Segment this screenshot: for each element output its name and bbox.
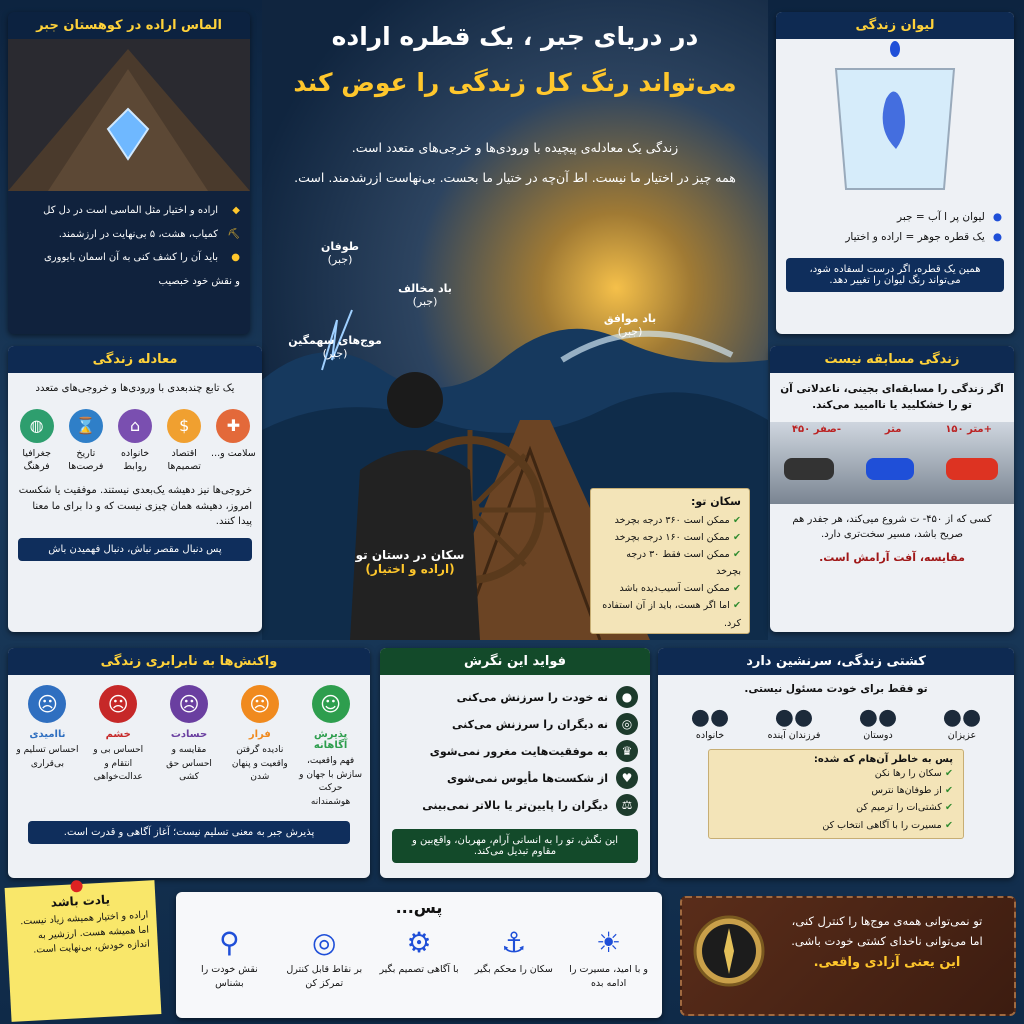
passengers-card: [658, 648, 1014, 878]
group-icon: ◎: [616, 713, 638, 735]
diamond-item: [18, 203, 240, 219]
scale-icon: ⚖: [616, 794, 638, 816]
reaction-item: [15, 685, 79, 809]
magnifier-icon: ⚲: [219, 926, 240, 959]
reaction-desc: نادیده گرفتن واقعیت و پنهان شدن: [231, 745, 288, 782]
so-title: پس...: [395, 898, 443, 917]
helm-note-title: سکان تو:: [691, 495, 741, 508]
passenger-note-item: ✔ مسیرت را با آگاهی انتخاب کن: [719, 817, 953, 834]
passenger-label: فرزندان آینده: [767, 730, 821, 742]
final-quote-card: [680, 896, 1016, 1016]
equation-item: [161, 409, 207, 474]
hero-title-2: می‌تواند رنگ کل زندگی را عوض کند: [293, 68, 737, 97]
envy-icon: ☹: [170, 685, 208, 723]
compass-icon: [692, 914, 766, 988]
glass-item: [788, 209, 1002, 225]
person-icon: ●: [616, 686, 638, 708]
equation-item: [14, 409, 60, 474]
final-line2: اما می‌توانی ناخدای کشتی خودت باشی.: [791, 933, 983, 948]
passengers-note: [708, 749, 964, 838]
so-item-label: و با امید، مسیرت را ادامه بده: [569, 964, 648, 990]
diamond-item: [18, 274, 240, 290]
benefit-item: [392, 686, 638, 708]
sticky-note: [5, 880, 162, 1022]
reaction-desc: احساس بی و انتقام و عدالت‌خواهی: [93, 745, 144, 782]
captain-with-wheel: [300, 360, 550, 640]
glass-note: همین یک قطره، اگر درست لسفاده شود، می‌تواند رنگ لیوان را تغییر دهد.: [786, 258, 1004, 292]
equation-title: معادله زندگی: [8, 346, 262, 373]
geography-icon: ◍: [20, 409, 54, 443]
label-helm: سکان در دستان تو (اراده و اختیار): [355, 548, 465, 576]
glass-title: لیوان زندگی: [776, 12, 1014, 39]
health-icon: ✚: [216, 409, 250, 443]
history-icon: ⌛: [69, 409, 103, 443]
label-storm: طوفان (جبر): [321, 240, 359, 266]
equation-item-label: سلامت و...: [211, 447, 256, 459]
passenger-label: خانواده: [695, 730, 725, 742]
glass-item: [788, 229, 1002, 245]
compare-footer: مقایسه، آفت آرامش است.: [819, 550, 965, 564]
race-road: [770, 422, 1014, 504]
reaction-item: [86, 685, 150, 809]
car-red: [946, 458, 998, 480]
so-item-label: بر نقاط قابل کنترل تمرکز کن: [286, 964, 363, 990]
equation-item-label: جغرافیا فرهنگ: [22, 447, 51, 472]
pin-icon: [70, 880, 83, 893]
benefit-text: دیگران را پایین‌تر یا بالاتر نمی‌بینی: [422, 798, 608, 812]
reactions-card: [8, 648, 370, 878]
reaction-desc: فهم واقعیت، سازش با جهان و حرکت هوشمندانه: [299, 756, 363, 807]
glass-card: [776, 12, 1014, 334]
passenger-label: عزیزان: [947, 730, 977, 742]
passenger-note-item: ✔ کشتی‌ات را ترمیم کن: [719, 799, 953, 816]
benefit-text: به موفقیت‌هایت مغرور نمی‌شوی: [429, 744, 608, 758]
passengers-note-title: پس به خاطر آن‌هام که شده:: [813, 754, 953, 766]
benefits-footer: این نگش، تو را به انسانی آرام، مهربان، واقع‌بین و مقاوم تبدیل می‌کند.: [392, 829, 638, 863]
helm-note-item: ✔ ممکن است آسیب‌دیده باشد: [599, 580, 741, 597]
diamond-item-text: و نقش خود خبصیب: [158, 275, 240, 287]
label-headwind: باد مخالف (جبر): [398, 282, 452, 308]
reaction-name: پذیرش آگاهانه: [313, 729, 348, 751]
reaction-item: [299, 685, 363, 809]
helm-note-item: ✔ ممکن است ۳۶۰ درجه بچرخد: [599, 512, 741, 529]
people-icon: ●●: [774, 705, 814, 731]
accept-icon: ☺: [312, 685, 350, 723]
reactions-footer: پذیرش جبر به معنی تسلیم نیست؛ آغاز آگاهی و قدرت است.: [28, 821, 350, 844]
diamond-item-text: باید آن را کشف کنی به آن اسمان بایووری: [43, 252, 218, 263]
equation-footer: پس دنبال مقصر نباش، دنبال فهمیدن باش: [18, 538, 252, 561]
diamond-item-text: اراده و اختیار مثل الماسی است در دل کل: [43, 205, 218, 216]
glass-item-text: لیوان پر ا آب = جبر: [897, 211, 985, 223]
compare-body: کسی که از ۴۵۰- ت شروع میی‌کند، هر جفدر هم صریح باشد، مسیر سخت‌تری دارد.: [792, 513, 992, 541]
reaction-name: ناامیدی: [29, 729, 66, 740]
passenger-label: دوستان: [863, 730, 893, 742]
reaction-item: [157, 685, 221, 809]
diamond-item: [18, 227, 240, 243]
anchor-icon: ⚓: [501, 926, 527, 959]
ink-drop-icon: ●: [992, 211, 1002, 223]
benefit-item: [392, 767, 638, 789]
benefit-item: [392, 794, 638, 816]
compare-card: [770, 346, 1014, 632]
reaction-desc: مقایسه و احساس حق کشی: [166, 745, 212, 782]
equation-item: [210, 409, 256, 474]
equation-item-label: خانواده روابط: [120, 447, 150, 472]
hero-subtitle-2: همه چیز در اختیار ما نیست. اط آن‌چه در ختیار ما بحست. بی‌نهاست ازرشدمند. است.: [294, 170, 736, 185]
benefit-text: نه دیگران را سرزنش می‌کنی: [451, 717, 608, 731]
diamond-icon: ◆: [232, 205, 240, 216]
equation-intro: یک تابع چندبعدی با ورودی‌ها و خروجی‌های متعدد: [35, 383, 235, 394]
reaction-name: حسادت: [170, 729, 208, 740]
equation-item: [112, 409, 158, 474]
ink-drop-icon: ●: [992, 231, 1002, 244]
passenger-group: [759, 705, 829, 741]
economy-icon: $: [167, 409, 201, 443]
despair-icon: ☹: [28, 685, 66, 723]
so-item: [282, 923, 366, 992]
so-item-label: نقش خودت را بشناس: [201, 964, 258, 990]
equation-body: خروجی‌ها نیز دهیشه یک‌بعدی نیستند. موفقیت یا شکست امروز، دهیشه همان چیزی نیست که و دا برای ما معنا پیدا کنند.: [18, 485, 252, 528]
mountain-diamond-illustration: [8, 39, 250, 191]
passengers-intro: تو فقط برای خودت مسئول نیستی.: [744, 683, 928, 695]
passenger-group: [843, 705, 913, 741]
benefit-text: نه خودت را سرزنش می‌کنی: [456, 690, 608, 704]
benefit-text: از شکست‌ها مأیوس نمی‌شوی: [447, 771, 608, 785]
final-line3: این یعنی آزادی واقعی.: [813, 955, 961, 971]
reactions-title: واکنش‌ها به نابرابری زندگی: [8, 648, 370, 675]
so-item: [567, 923, 651, 992]
pickaxe-icon: ⛏: [227, 228, 240, 240]
reaction-desc: احساس تسلیم و بی‌قراری: [16, 745, 79, 769]
equation-item-label: اقتصاد تصمیم‌ها: [167, 447, 201, 472]
final-line1: تو نمی‌توانی همه‌ی موج‌ها را کنترل کنی،: [791, 914, 983, 928]
benefit-item: [392, 713, 638, 735]
equation-item-label: تاریخ فرصت‌ها: [68, 447, 104, 472]
so-item: [377, 923, 461, 992]
diamond-item: [18, 250, 240, 266]
people-icon: ●●: [858, 705, 898, 731]
passenger-note-item: ✔ سکان را رها نکن: [719, 765, 953, 782]
sticky-body: اراده و اختیار همیشه زیاد نیست. اما همیشه هست. ارزشیر به اندازه خودش، بی‌نهایت است.: [19, 909, 151, 957]
passenger-group: [675, 705, 745, 741]
diamond-card: [8, 12, 250, 334]
passengers-title: کشتی زندگی، سرنشین دارد: [658, 648, 1014, 675]
lane-label: متر ۱۵۰+: [945, 423, 993, 435]
label-tailwind: باد موافق (جبر): [603, 312, 657, 338]
benefits-title: فواید این نگرش: [380, 648, 650, 675]
diamond-title: الماس اراده در کوهستان جبر: [8, 12, 250, 39]
compare-intro: اگر زندگی را مسابقه‌ای بجینی، ناعدلاتی آن تو را خشکلیید یا ناامیید می‌کند.: [780, 383, 1004, 412]
helm-note-item: ✔ اما اگر هست، باید از آن استفاده کرد.: [599, 597, 741, 631]
gear-icon: ⚙: [406, 926, 432, 959]
car-blue: [866, 458, 914, 480]
so-card: [176, 892, 662, 1018]
escape-icon: ☹: [241, 685, 279, 723]
crown-icon: ♛: [616, 740, 638, 762]
hero-title-1: در دریای جبر ، یک قطره اراده: [331, 22, 699, 51]
helm-note: [590, 488, 750, 634]
hero-subtitle-1: زندگی یک معادله‌ی پیچیده با ورودی‌ها و خرجی‌های متعدد است.: [351, 140, 679, 155]
glass-item-text: یک قطره جوهر = اراده و اختیار: [845, 231, 985, 244]
reaction-item: [228, 685, 292, 809]
target-icon: ◎: [312, 926, 337, 959]
compare-title: زندگی مسابقه نیست: [770, 346, 1014, 373]
lane-label: متر: [884, 423, 902, 435]
so-item: [187, 923, 271, 992]
so-item-label: سکان را محکم بگیر: [474, 964, 553, 975]
person-icon: ●: [231, 252, 240, 263]
people-icon: ●●: [942, 705, 982, 731]
equation-item: [63, 409, 109, 474]
heart-icon: ♥: [616, 767, 638, 789]
label-waves: موج‌های سهمگین (جبر): [288, 334, 382, 360]
reaction-name: خشم: [105, 729, 131, 740]
diamond-item-text: کمیاب، هشت، ۵ بی‌نهایت در ارزشمند.: [58, 228, 218, 240]
reaction-name: فرار: [248, 729, 271, 740]
passenger-note-item: ✔ از طوفان‌ها نترس: [719, 782, 953, 799]
equation-card: [8, 346, 262, 632]
so-item: [472, 923, 556, 992]
benefits-card: [380, 648, 650, 878]
helm-note-item: ✔ ممکن است ۱۶۰ درجه بچرخد: [599, 529, 741, 546]
anger-icon: ☹: [99, 685, 137, 723]
people-icon: ●●: [690, 705, 730, 731]
helm-note-item: ✔ ممکن است فقط ۳۰ درجه بچرخد: [599, 546, 741, 580]
lane-label: صفر ۴۵۰-: [791, 423, 841, 435]
sunrise-icon: ☀: [596, 926, 622, 959]
family-icon: ⌂: [118, 409, 152, 443]
car-black: [784, 458, 834, 480]
glass-illustration: [776, 39, 1014, 199]
passenger-group: [927, 705, 997, 741]
sticky-title: یادت باشد: [50, 892, 111, 910]
benefit-item: [392, 740, 638, 762]
so-item-label: با آگاهی تصمیم بگیر: [379, 964, 459, 975]
